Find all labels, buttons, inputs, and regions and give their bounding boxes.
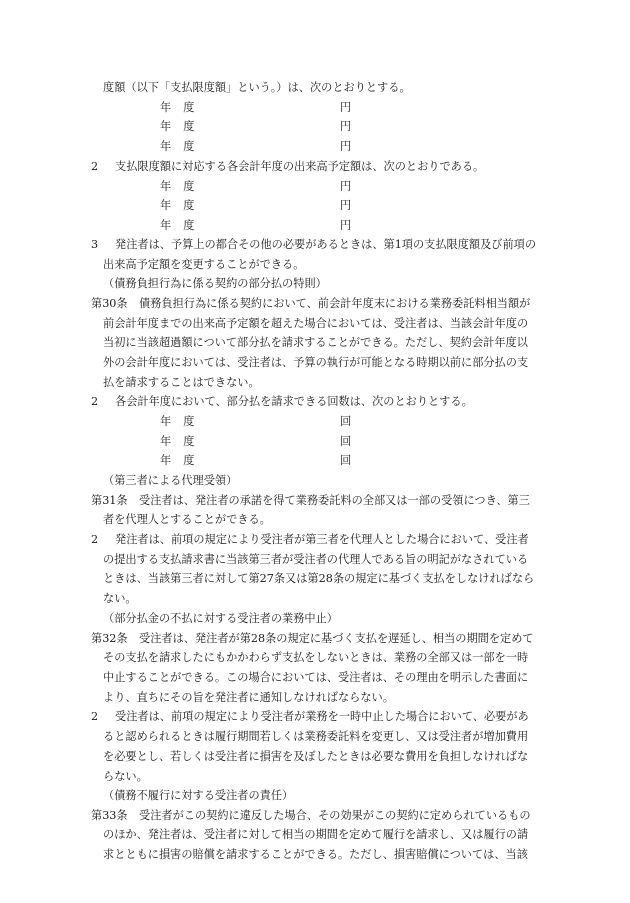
- paragraph-number: 3: [91, 238, 99, 251]
- text-line: 外の会計年度においては、受注者は、予算の執行が可能となる時期以前に部分払の支: [103, 356, 529, 370]
- text-line-body: 受注者は、発注者の承諾を得て業務委託料の全部又は一部の受領につき、第三: [139, 493, 530, 507]
- text-line-body: 受注者は、前項の規定により受注者が業務を一時中止した場合において、必要があ: [115, 710, 529, 724]
- text-line-body: 支払限度額に対応する各会計年度の出来高予定額は、次のとおりである。: [115, 160, 485, 173]
- fiscal-year-label: 年度: [160, 219, 207, 233]
- payment-count-table: [160, 412, 360, 471]
- fiscal-year-label: 年度: [160, 140, 207, 154]
- table-row: [160, 432, 360, 452]
- unit-label: 回: [340, 415, 352, 428]
- text-line: 払を請求することはできない。: [103, 375, 260, 389]
- table-row: [160, 412, 360, 432]
- text-line: 出来高予定額を変更することができる。: [103, 257, 305, 271]
- text-line: [91, 392, 549, 412]
- text-line-body: 債務負担行為に係る契約において、前会計年度末における業務委託料相当額が: [139, 297, 531, 310]
- table-row: [160, 117, 360, 137]
- table-row: [160, 137, 360, 157]
- article-caption: （債務不履行に対する受注者の責任）: [103, 789, 294, 802]
- article-caption: （部分払金の不払に対する受注者の業務中止）: [103, 612, 338, 625]
- text-line: 中止することができる。この場合においては、受注者は、その理由を明示した書面に: [103, 671, 529, 685]
- text-line: [91, 530, 549, 550]
- fiscal-year-label: 年度: [160, 199, 207, 213]
- fiscal-year-label: 年度: [160, 415, 207, 428]
- text-line-body: 発注者は、予算上の都合その他の必要があるときは、第1項の支払限度額及び前項の: [115, 238, 537, 251]
- text-line: [91, 235, 549, 255]
- text-line: のほか、発注者は、受注者に対して相当の期間を定めて履行を請求し、又は履行の請: [103, 828, 529, 842]
- text-line: 度額（以下「支払限度額」という。）は、次のとおりとする。: [103, 81, 411, 94]
- fiscal-year-label: 年度: [160, 179, 207, 193]
- table-row: [160, 177, 360, 197]
- fiscal-year-label: 年度: [160, 454, 207, 468]
- text-line: その支払を請求したにもかかわらず支払をしないときは、業務の全部又は一部を一時: [103, 651, 529, 665]
- article-31: [91, 471, 549, 609]
- paragraph-3: [91, 235, 549, 294]
- fiscal-year-label: 年度: [160, 100, 207, 114]
- text-line: 求とともに損害の賠償を請求することができる。ただし、損害賠償については、当該: [103, 848, 528, 862]
- limit-amount-table: [160, 98, 360, 157]
- unit-label: 回: [340, 434, 352, 448]
- table-row: [160, 451, 360, 471]
- article-30: [91, 294, 549, 412]
- paragraph-2: [91, 157, 549, 177]
- unit-label: 回: [340, 454, 352, 468]
- article-number: 第32条: [91, 631, 128, 645]
- text-line: を必要とし、若しくは受注者に損害を及ぼしたときは必要な費用を負担しなければな: [103, 749, 529, 763]
- article-caption: （第三者による代理受領）: [103, 474, 238, 487]
- unit-label: 円: [340, 199, 352, 213]
- text-line: 前会計年度までの出来高予定額を超えた場合においては、受注者は、当該会計年度の: [103, 316, 529, 330]
- unit-label: 円: [340, 120, 352, 134]
- table-row: [160, 216, 360, 236]
- fiscal-year-label: 年度: [160, 120, 207, 134]
- table-row: [160, 196, 360, 216]
- text-line-body: 受注者がこの契約に違反した場合、その効果がこの契約に定められているもの: [139, 808, 531, 822]
- planned-amount-table: [160, 177, 360, 236]
- paragraph-number: 2: [91, 710, 99, 724]
- text-line: 当初に当該超過額について部分払を請求することができる。ただし、契約会計年度以: [103, 336, 528, 350]
- article-number: 第33条: [91, 808, 128, 822]
- text-line-body: 各会計年度において、部分払を請求できる回数は、次のとおりとする。: [115, 395, 473, 409]
- text-line: ときは、当該第三者に対して第27条又は第28条の規定に基づく支払をしなければなら: [103, 572, 535, 586]
- text-line: [91, 294, 549, 314]
- paragraph-number: 2: [91, 160, 99, 173]
- paragraph-limit-intro: [91, 78, 549, 98]
- text-line-body: 発注者は、前項の規定により受注者が第三者を代理人とした場合において、受注者: [115, 533, 529, 547]
- text-line: [91, 491, 549, 511]
- text-line: [91, 157, 549, 177]
- paragraph-number: 2: [91, 395, 99, 409]
- text-line: ない。: [103, 592, 137, 606]
- text-line-body: 受注者は、発注者が第28条の規定に基づく支払を遅延し、相当の期間を定めて: [139, 631, 534, 645]
- unit-label: 円: [340, 179, 352, 193]
- article-32: [91, 609, 549, 786]
- fiscal-year-label: 年度: [160, 434, 207, 448]
- article-number: 第30条: [91, 297, 128, 310]
- paragraph-number: 2: [91, 533, 99, 547]
- text-line: [91, 629, 549, 649]
- table-row: [160, 98, 360, 118]
- unit-label: 円: [340, 219, 352, 233]
- text-line: ると認められるときは履行期間若しくは業務委託料を変更し、又は受注者が増加費用: [103, 730, 529, 744]
- article-33: [91, 786, 549, 865]
- unit-label: 円: [340, 100, 352, 114]
- text-line: の提出する支払請求書に当該第三者が受注者の代理人である旨の明記がなされている: [103, 552, 529, 566]
- text-line: らない。: [103, 769, 148, 783]
- text-line: より、直ちにその旨を発注者に通知しなければならない。: [103, 690, 394, 704]
- text-line: [91, 707, 549, 727]
- unit-label: 円: [340, 140, 352, 154]
- text-line: 者を代理人とすることができる。: [103, 513, 271, 527]
- article-caption: （債務負担行為に係る契約の部分払の特則）: [103, 277, 327, 291]
- article-number: 第31条: [91, 493, 128, 507]
- text-line: [91, 806, 549, 826]
